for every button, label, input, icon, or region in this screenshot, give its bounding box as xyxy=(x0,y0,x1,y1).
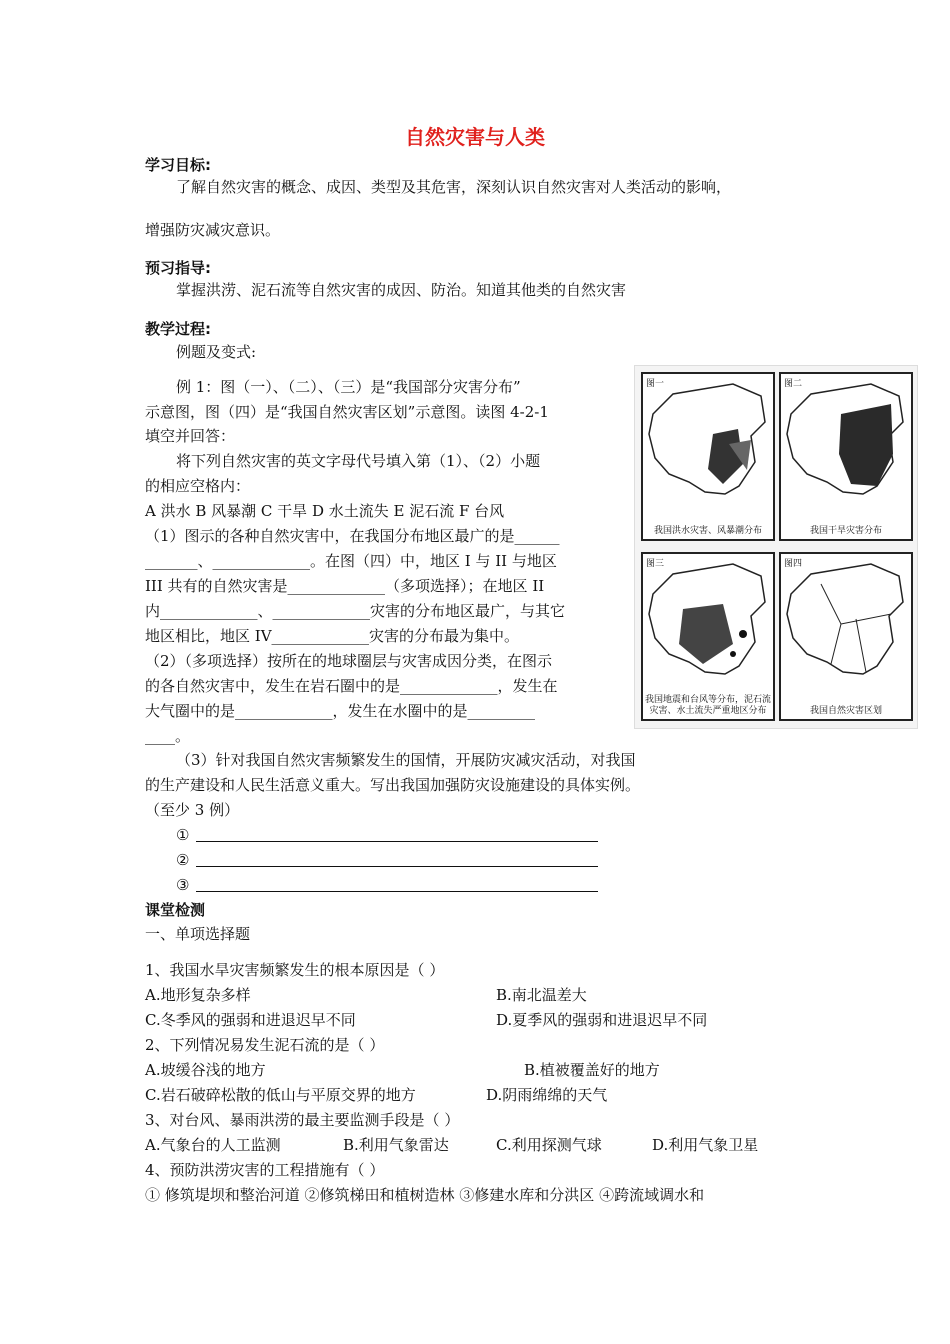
q1-option-d: D.夏季风的强弱和进退迟早不同 xyxy=(496,1011,708,1029)
panel-caption: 我国自然灾害区划 xyxy=(809,706,882,716)
example-line: 地区相比，地区 IV_____________灾害的分布最为集中。 xyxy=(145,627,520,645)
example-line: 的相应空格内： xyxy=(145,477,251,495)
q3-option-c: C.利用探测气球 xyxy=(496,1136,602,1154)
q2-option-c: C.岩石破碎松散的低山与平原交界的地方 xyxy=(145,1086,416,1104)
q2-stem: 2、下列情况易发生泥石流的是（ ） xyxy=(145,1036,385,1054)
page-title: 自然灾害与人类 xyxy=(405,125,545,149)
panel-caption: 我国地震和台风等分布，泥石流灾害、水土流失严重地区分布 xyxy=(644,695,771,716)
answer-mark: ③ xyxy=(176,876,190,894)
china-map-icon xyxy=(781,554,911,719)
goals-line-2: 增强防灾减灾意识。 xyxy=(145,221,281,239)
panel-label: 图一 xyxy=(646,379,665,389)
answer-line[interactable] xyxy=(196,841,598,842)
example-line: （2）（多项选择）按所在的地球圈层与灾害成因分类，在图示 xyxy=(145,652,553,670)
goals-line-1: 了解自然灾害的概念、成因、类型及其危害，深刻认识自然灾害对人类活动的影响， xyxy=(176,178,732,196)
q4-stem: 4、预防洪涝灾害的工程措施有（ ） xyxy=(145,1161,385,1179)
q2-option-d: D.阴雨绵绵的天气 xyxy=(486,1086,608,1104)
q3-line: （至少 3 例） xyxy=(145,801,240,819)
q3-line: 的生产建设和人民生活意义重大。写出我国加强防灾设施建设的具体实例。 xyxy=(145,776,641,794)
map-panel-1 xyxy=(641,372,775,541)
panel-caption: 我国洪水灾害、风暴潮分布 xyxy=(653,526,762,536)
disaster-maps-figure xyxy=(634,365,918,729)
q3-option-b: B.利用气象雷达 xyxy=(343,1136,449,1154)
example-line: 示意图，图（四）是“我国自然灾害区划”示意图。读图 4-2-1 xyxy=(145,403,549,421)
q1-option-b: B.南北温差大 xyxy=(496,986,587,1004)
china-map-icon xyxy=(643,374,773,539)
q3-option-a: A.气象台的人工监测 xyxy=(145,1136,281,1154)
example-line: III 共有的自然灾害是_____________（多项选择）；在地区 II xyxy=(145,577,545,595)
panel-label: 图三 xyxy=(646,559,665,569)
panel-caption: 我国干旱灾害分布 xyxy=(809,526,882,536)
answer-line[interactable] xyxy=(196,891,598,892)
process-sub: 例题及变式: xyxy=(176,343,257,361)
check-section: 一、单项选择题 xyxy=(145,925,251,943)
example-line: ____。 xyxy=(145,727,191,745)
q4-options: ① 修筑堤坝和整治河道 ②修筑梯田和植树造林 ③修建水库和分洪区 ④跨流域调水和 xyxy=(145,1186,705,1204)
preview-heading: 预习指导: xyxy=(145,259,211,277)
answer-mark: ② xyxy=(176,851,190,869)
answer-mark: ① xyxy=(176,826,190,844)
q1-option-a: A.地形复杂多样 xyxy=(145,986,251,1004)
example-line: A 洪水 B 风暴潮 C 干旱 D 水土流失 E 泥石流 F 台风 xyxy=(145,502,505,520)
example-line: 将下列自然灾害的英文字母代号填入第（1）、（2）小题 xyxy=(176,452,541,470)
panel-label: 图四 xyxy=(784,559,803,569)
process-heading: 教学过程: xyxy=(145,320,211,338)
q3-line: （3）针对我国自然灾害频繁发生的国情，开展防灾减灾活动，对我国 xyxy=(176,751,636,769)
map-panel-2 xyxy=(779,372,913,541)
example-line: 填空并回答： xyxy=(145,427,236,445)
example-line: 大气圈中的是_____________，发生在水圈中的是_________ xyxy=(145,702,536,720)
example-line: _______、_____________。在图（四）中，地区 I 与 II 与地区 xyxy=(145,552,557,570)
q1-option-c: C.冬季风的强弱和进退迟早不同 xyxy=(145,1011,356,1029)
china-map-icon xyxy=(781,374,911,539)
example-line: （1）图示的各种自然灾害中，在我国分布地区最广的是______ xyxy=(145,527,560,545)
answer-line[interactable] xyxy=(196,866,598,867)
q1-stem: 1、我国水旱灾害频繁发生的根本原因是（ ） xyxy=(145,961,445,979)
check-heading: 课堂检测 xyxy=(145,901,206,919)
q3-stem: 3、对台风、暴雨洪涝的最主要监测手段是（ ） xyxy=(145,1111,460,1129)
preview-text: 掌握洪涝、泥石流等自然灾害的成因、防治。知道其他类的自然灾害 xyxy=(176,281,627,299)
q2-option-b: B.植被覆盖好的地方 xyxy=(524,1061,660,1079)
goals-heading: 学习目标: xyxy=(145,156,211,174)
example-line: 的各自然灾害中，发生在岩石圈中的是_____________，发生在 xyxy=(145,677,558,695)
q2-option-a: A.坡缓谷浅的地方 xyxy=(145,1061,266,1079)
panel-label: 图二 xyxy=(784,379,803,389)
example-line: 例 1：图（一）、（二）、（三）是“我国部分灾害分布” xyxy=(176,378,521,396)
example-line: 内_____________、_____________灾害的分布地区最广，与其它 xyxy=(145,602,566,620)
map-panel-3 xyxy=(641,552,775,721)
q3-option-d: D.利用气象卫星 xyxy=(652,1136,759,1154)
map-panel-4 xyxy=(779,552,913,721)
